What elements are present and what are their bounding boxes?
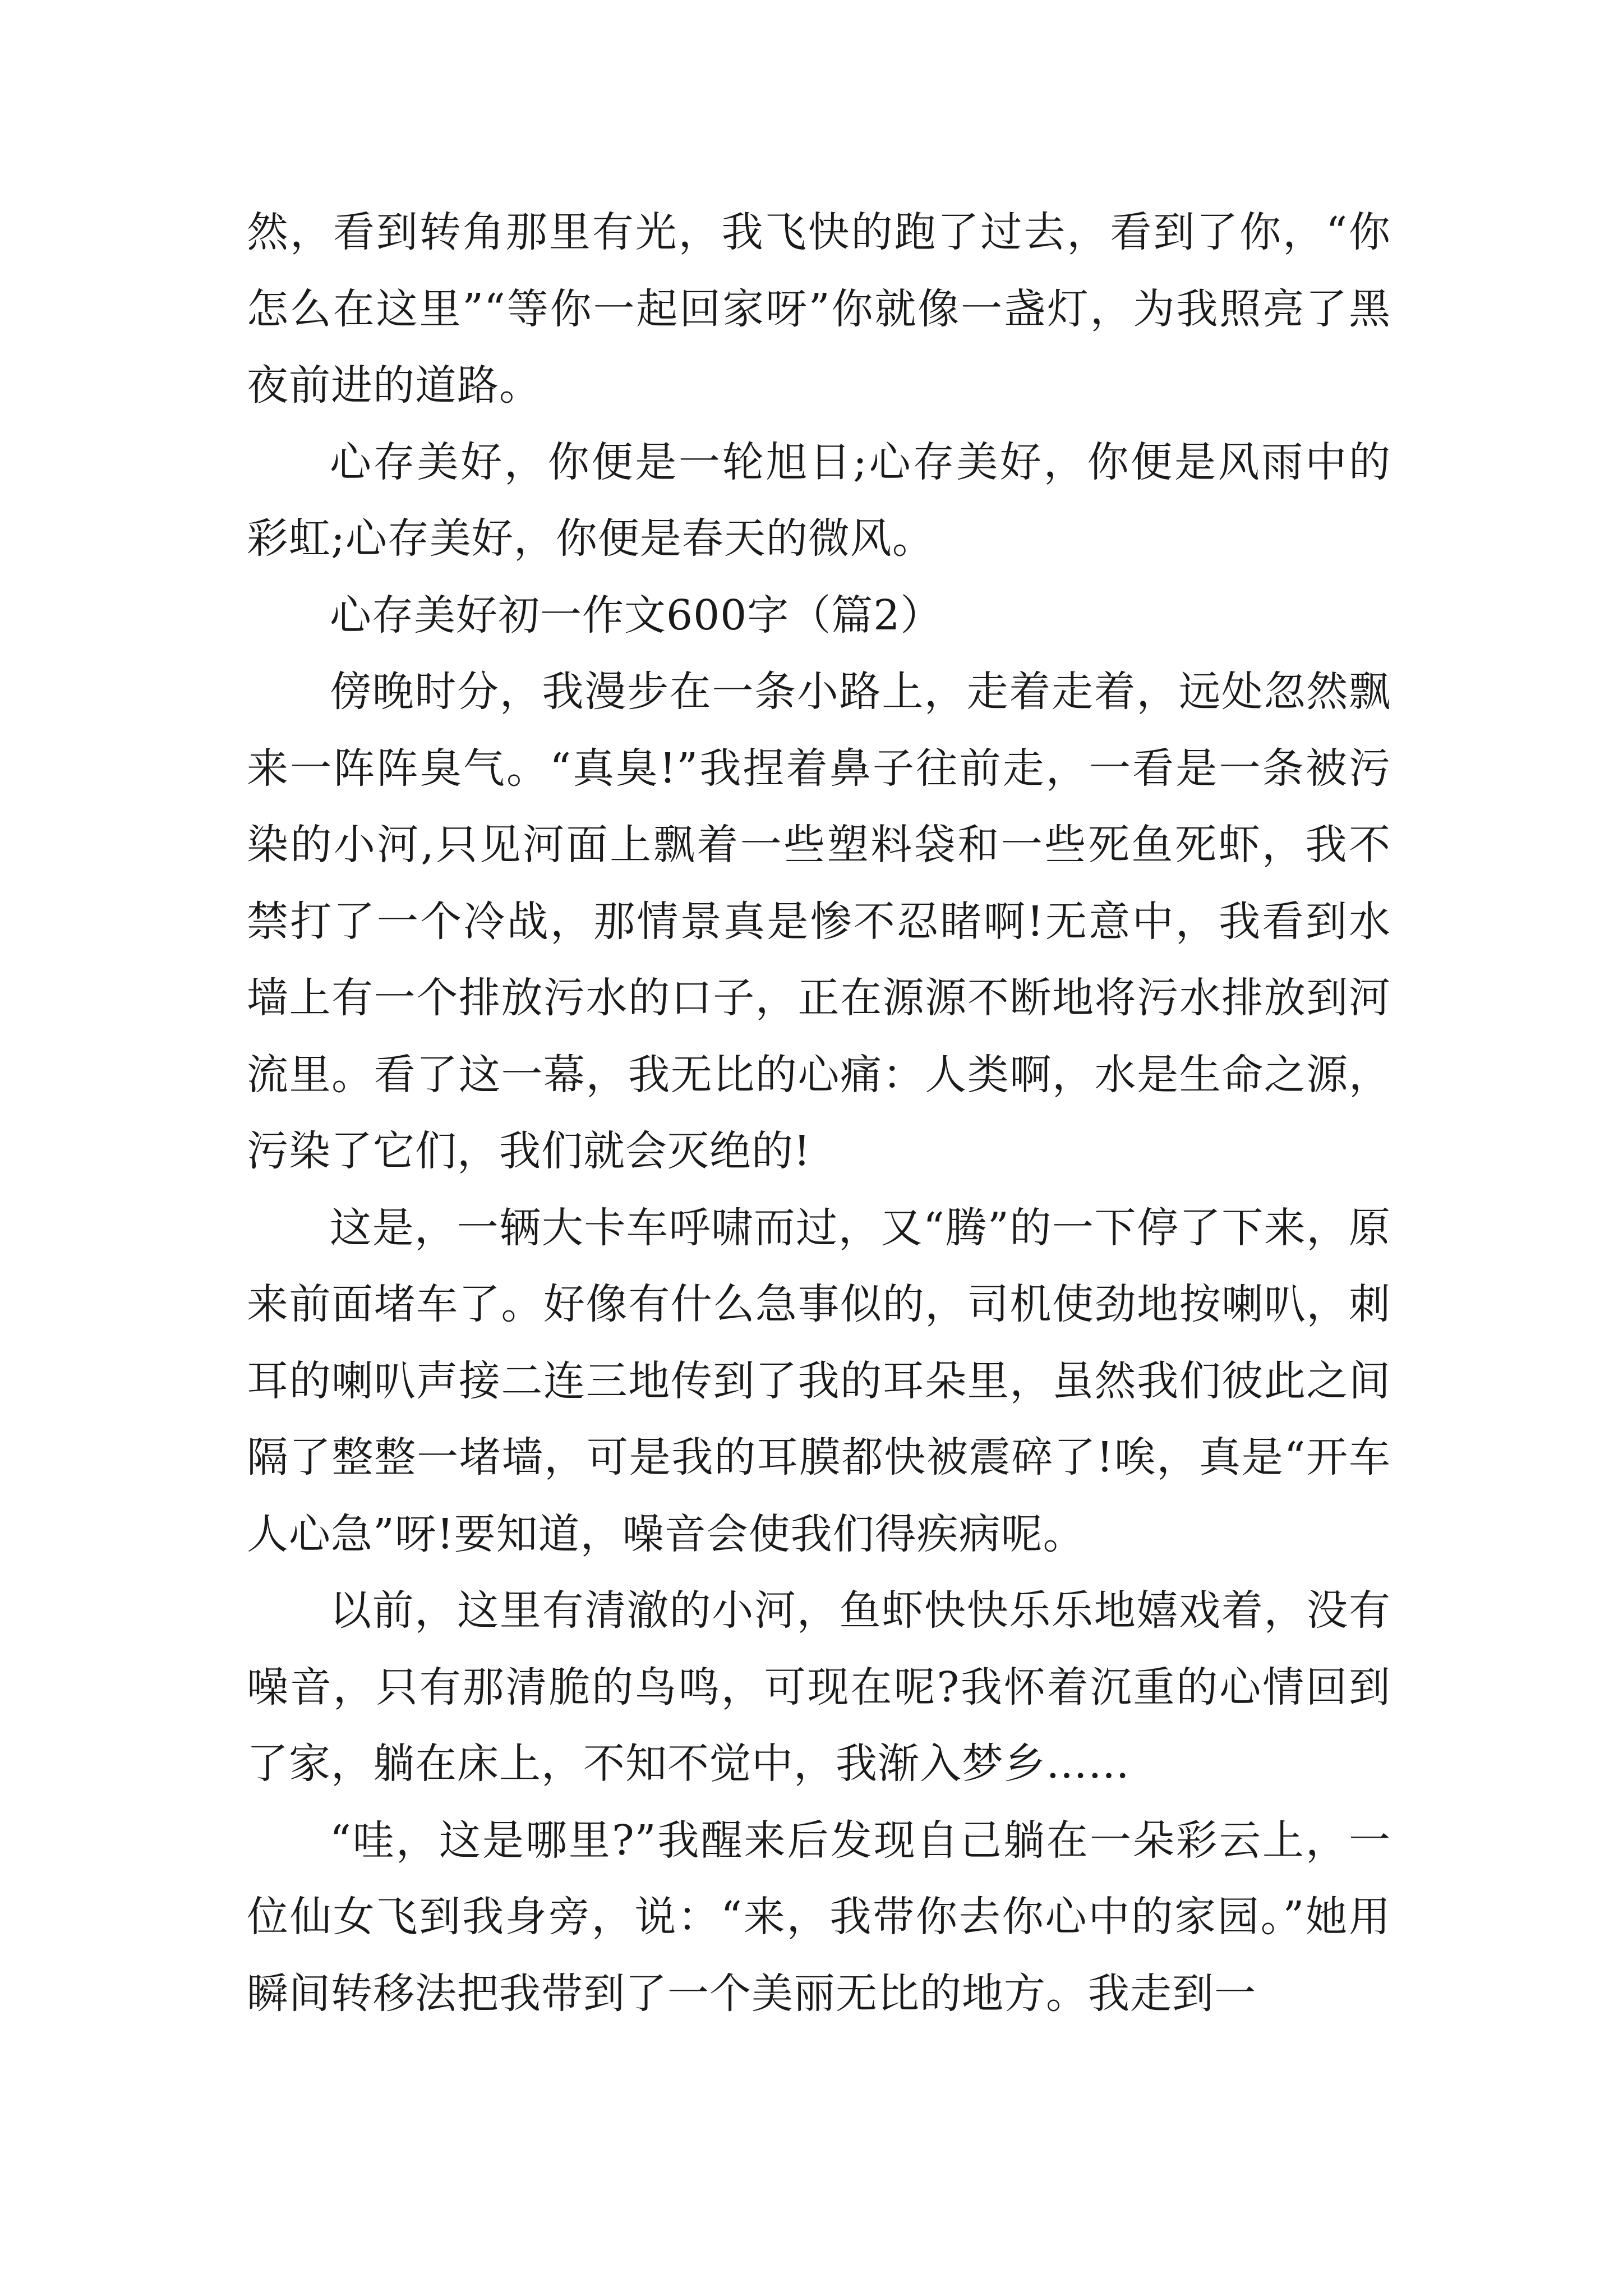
- section-heading: 心存美好初一作文600字（篇2）: [330, 591, 943, 639]
- paragraph-1: 然，看到转角那里有光，我飞快的跑了过去，看到了你，“你怎么在这里”“等你一起回家呀”你就像一盏灯，为我照亮了黑夜前进的道路。: [247, 208, 1391, 409]
- paragraph-6: “哇，这是哪里?”我醒来后发现自己躺在一朵彩云上，一位仙女飞到我身旁，说：“来，我带你去你心中的家园。”她用瞬间转移法把我带到了一个美丽无比的地方。我走到一: [247, 1816, 1391, 2018]
- paragraph-4: 这是，一辆大卡车呼啸而过，又“腾”的一下停了下来，原来前面堵车了。好像有什么急事似的，司机使劲地按喇叭，刺耳的喇叭声接二连三地传到了我的耳朵里，虽然我们彼此之间隔了整整一堵墙，可是我的耳膜都快被震碎了!唉，真是“开车人心急”呀!要知道，噪音会使我们得疾病呢。: [247, 1203, 1391, 1558]
- paragraph-2: 心存美好，你便是一轮旭日;心存美好，你便是风雨中的彩虹;心存美好，你便是春天的微风。: [247, 438, 1391, 563]
- document-body: [247, 194, 1391, 2032]
- paragraph-5: 以前，这里有清澈的小河，鱼虾快快乐乐地嬉戏着，没有噪音，只有那清脆的鸟鸣，可现在呢?我怀着沉重的心情回到了家，躺在床上，不知不觉中，我渐入梦乡……: [247, 1586, 1391, 1788]
- paragraph-3: 傍晚时分，我漫步在一条小路上，走着走着，远处忽然飘来一阵阵臭气。“真臭!”我捏着鼻子往前走，一看是一条被污染的小河,只见河面上飘着一些塑料袋和一些死鱼死虾，我不禁打了一个冷战，那情景真是惨不忍睹啊!无意中，我看到水墙上有一个排放污水的口子，正在源源不断地将污水排放到河流里。看了这一幕，我无比的心痛：人类啊，水是生命之源，污染了它们，我们就会灭绝的!: [247, 668, 1391, 1175]
